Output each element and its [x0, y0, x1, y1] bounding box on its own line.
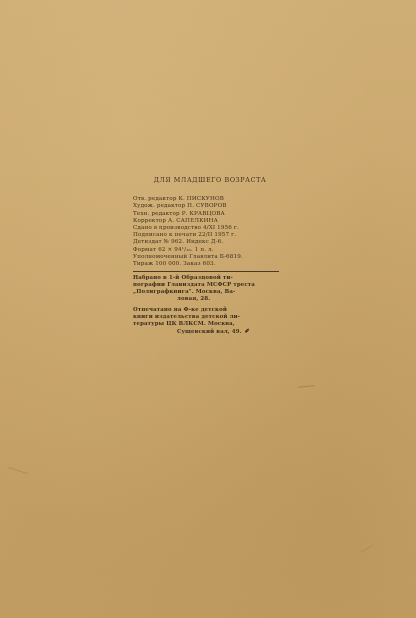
paper-scratch — [361, 545, 374, 553]
printer-mark-icon: ✐ — [244, 328, 250, 336]
credit-line: Техн. редактор Р. КРАВЦОВА — [133, 210, 225, 217]
credit-line: Тираж 100 000. Заказ 603. — [133, 261, 216, 268]
credit-line: Сдано в производство 4/XI 1956 г. — [133, 225, 239, 232]
edition-info — [133, 307, 283, 336]
credit-line: Уполномоченный Главлита Б-6819. — [133, 253, 243, 260]
printer-line: пографии Главиздата МСФСР треста — [133, 282, 255, 289]
divider-rule — [133, 271, 279, 272]
edition-line: книги издательства детской ли- — [133, 314, 241, 321]
credits-list — [133, 196, 283, 268]
imprint-block — [133, 177, 283, 336]
paper-scratch — [8, 467, 27, 474]
printer-line: „Полиграфкнига". Москва, Ва- — [133, 289, 236, 296]
credit-line: Корректор А. САПЕЛКИНА — [133, 217, 219, 224]
audience-label: ДЛЯ МЛАДШЕГО ВОЗРАСТА — [153, 176, 267, 184]
paper-scratch — [298, 385, 314, 388]
credit-line: Подписано к печати 22/II 1957 г. — [133, 232, 237, 239]
edition-line: Отпечатано на Ф-ке детской — [133, 307, 227, 314]
printer-line: Набрано в 1-й Образцовой ти- — [133, 275, 233, 282]
credit-line: Формат 62 × 94¹/₁₆. 1 п. л. — [133, 246, 214, 253]
edition-line: тературы ЦК ВЛКСМ. Москва, — [133, 321, 235, 328]
printer-info — [133, 275, 283, 303]
edition-address: Сущевский вал, 49. — [177, 329, 242, 336]
credit-line: Отв. редактор К. ПИСКУНОВ — [133, 196, 224, 203]
edition-line — [133, 328, 283, 336]
credit-line: Детиздат № 962. Индекс Д-6. — [133, 239, 224, 246]
printer-line: ловая, 28. — [177, 296, 211, 303]
credit-line: Худож. редактор П. СУВОРОВ — [133, 203, 227, 210]
